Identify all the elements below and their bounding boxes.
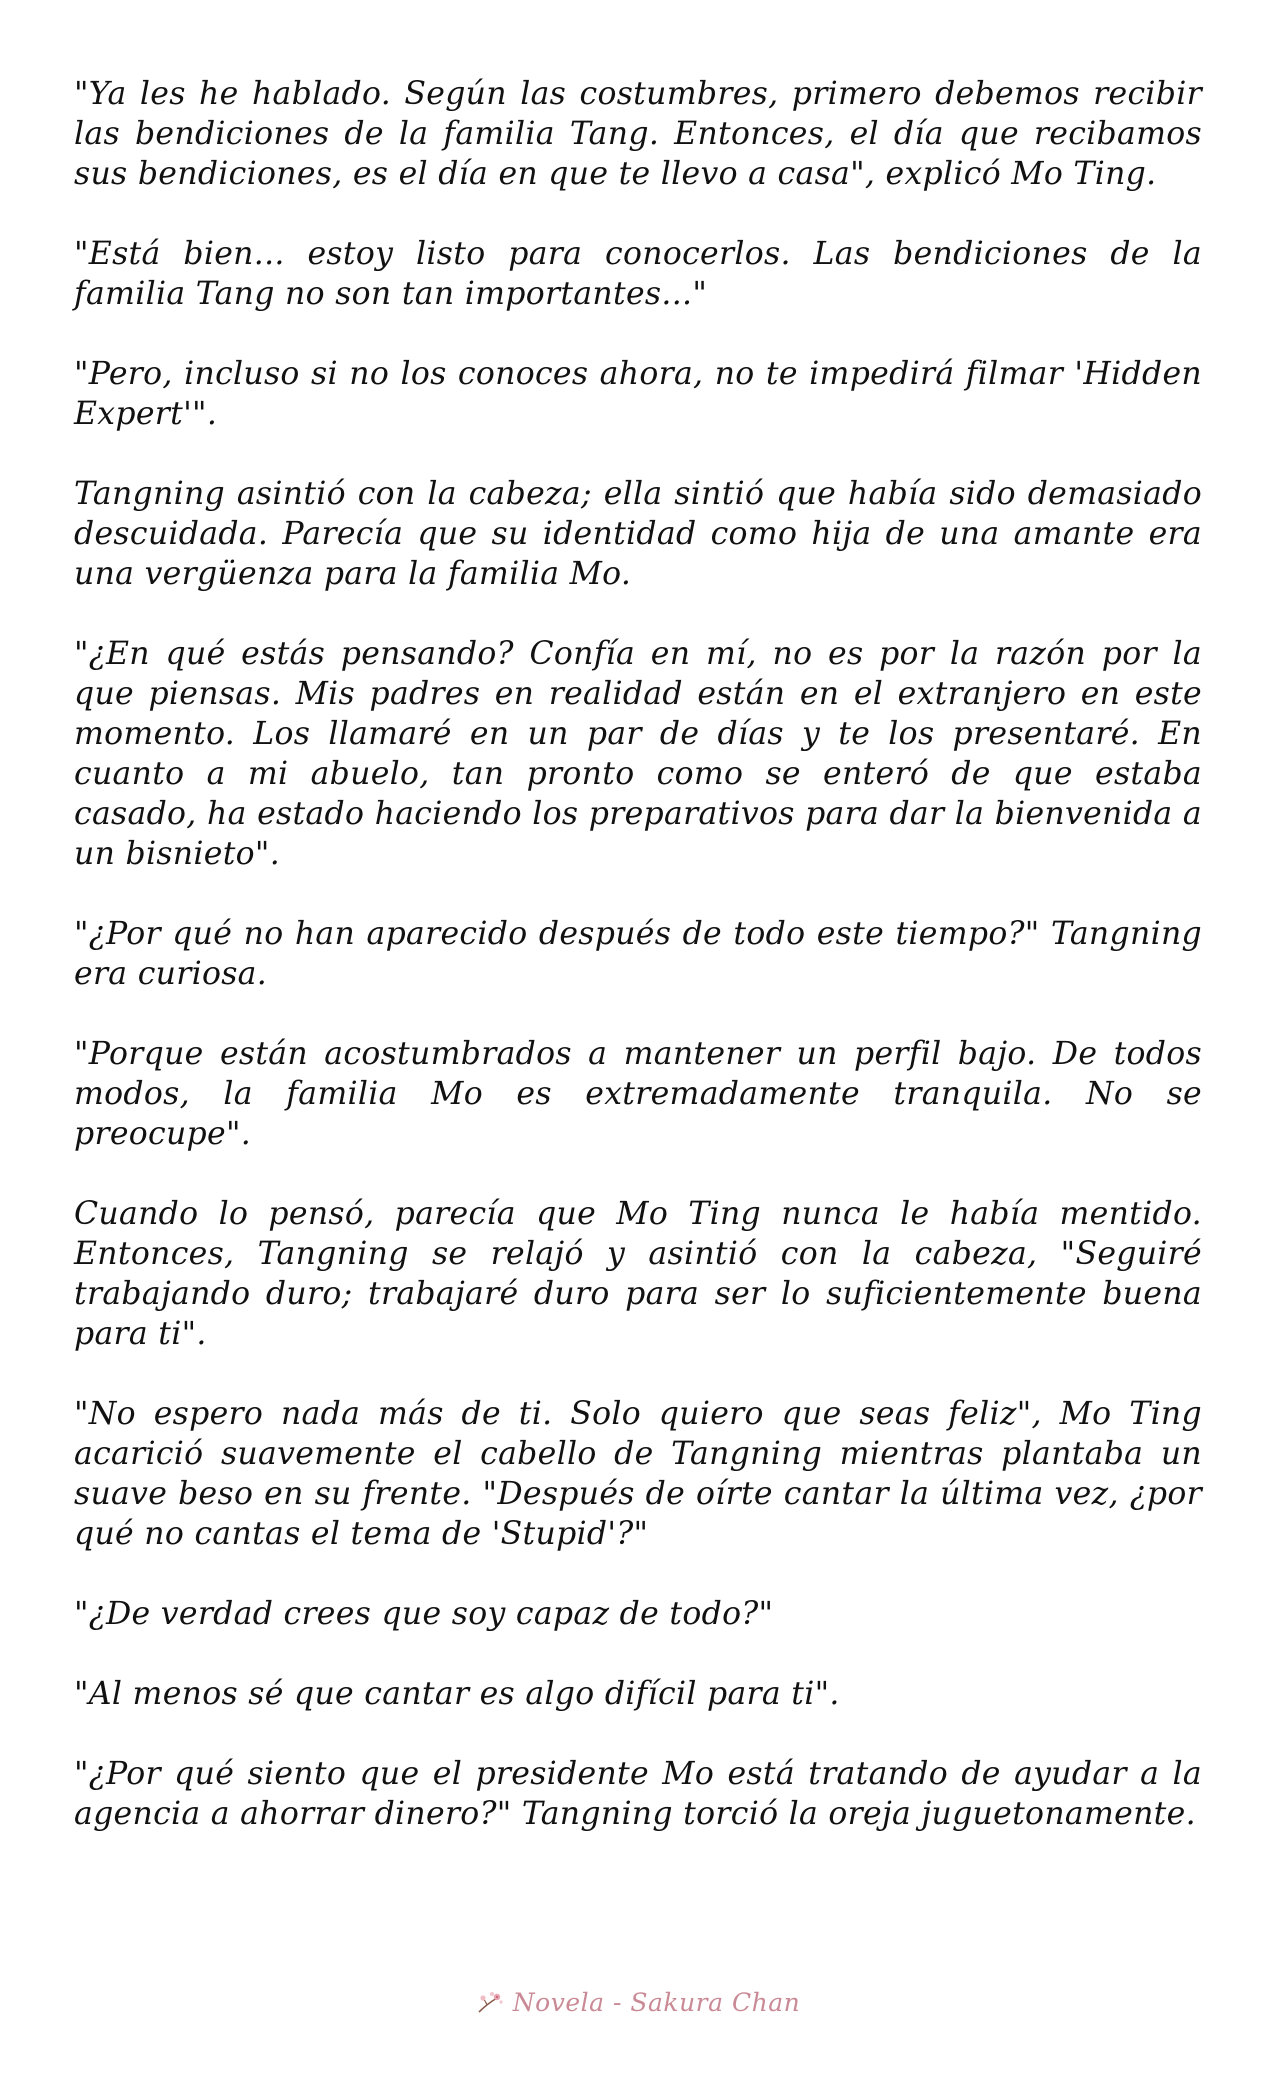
paragraph: "Porque están acostumbrados a mantener un perfil bajo. De todos modos, la familia Mo es extremadamente tranquila. No se preocupe". [74,1036,1202,1152]
paragraph: "Ya les he hablado. Según las costumbres, primero debemos recibir las bendiciones de la familia Tang. Entonces, el día que recibamos sus bendiciones, es el día en que te llevo a casa", explicó Mo Ting. [74,76,1202,192]
paragraph: "Pero, incluso si no los conoces ahora, no te impedirá filmar 'Hidden Expert'". [74,356,1202,432]
paragraph: Cuando lo pensó, parecía que Mo Ting nunca le había mentido. Entonces, Tangning se relajó y asintió con la cabeza, "Seguiré trabajando duro; trabajaré duro para ser lo suficientemente buena para ti". [74,1196,1202,1352]
paragraph: "¿Por qué no han aparecido después de todo este tiempo?" Tangning era curiosa. [74,916,1202,992]
watermark-logo [475,1988,800,2017]
document-body [74,74,1202,1874]
paragraph: "No espero nada más de ti. Solo quiero que seas feliz", Mo Ting acarició suavemente el cabello de Tangning mientras plantaba un suave beso en su frente. "Después de oírte cantar la última vez, ¿por qué no cantas el tema de 'Stupid'?" [74,1396,1202,1552]
sakura-blossom-icon [475,1990,505,2016]
paragraph: "Al menos sé que cantar es algo difícil para ti". [74,1676,840,1712]
watermark-text: Novela - Sakura Chan [512,1988,801,2017]
footer-watermark [0,1988,1275,2021]
paragraph: Tangning asintió con la cabeza; ella sintió que había sido demasiado descuidada. Parecía que su identidad como hija de una amante era una vergüenza para la familia Mo. [74,476,1202,592]
paragraph: "Está bien... estoy listo para conocerlos. Las bendiciones de la familia Tang no son tan importantes..." [74,236,1202,312]
paragraph: "¿De verdad crees que soy capaz de todo?" [74,1596,774,1632]
paragraph: "¿En qué estás pensando? Confía en mí, no es por la razón por la que piensas. Mis padres en realidad están en el extranjero en este momento. Los llamaré en un par de días y te los presentaré. En cuanto a mi abuelo, tan pronto como se enteró de que estaba casado, ha estado haciendo los preparativos para dar la bienvenida a un bisnieto". [74,636,1202,872]
paragraph: "¿Por qué siento que el presidente Mo está tratando de ayudar a la agencia a ahorrar dinero?" Tangning torció la oreja juguetonamente. [74,1756,1202,1832]
